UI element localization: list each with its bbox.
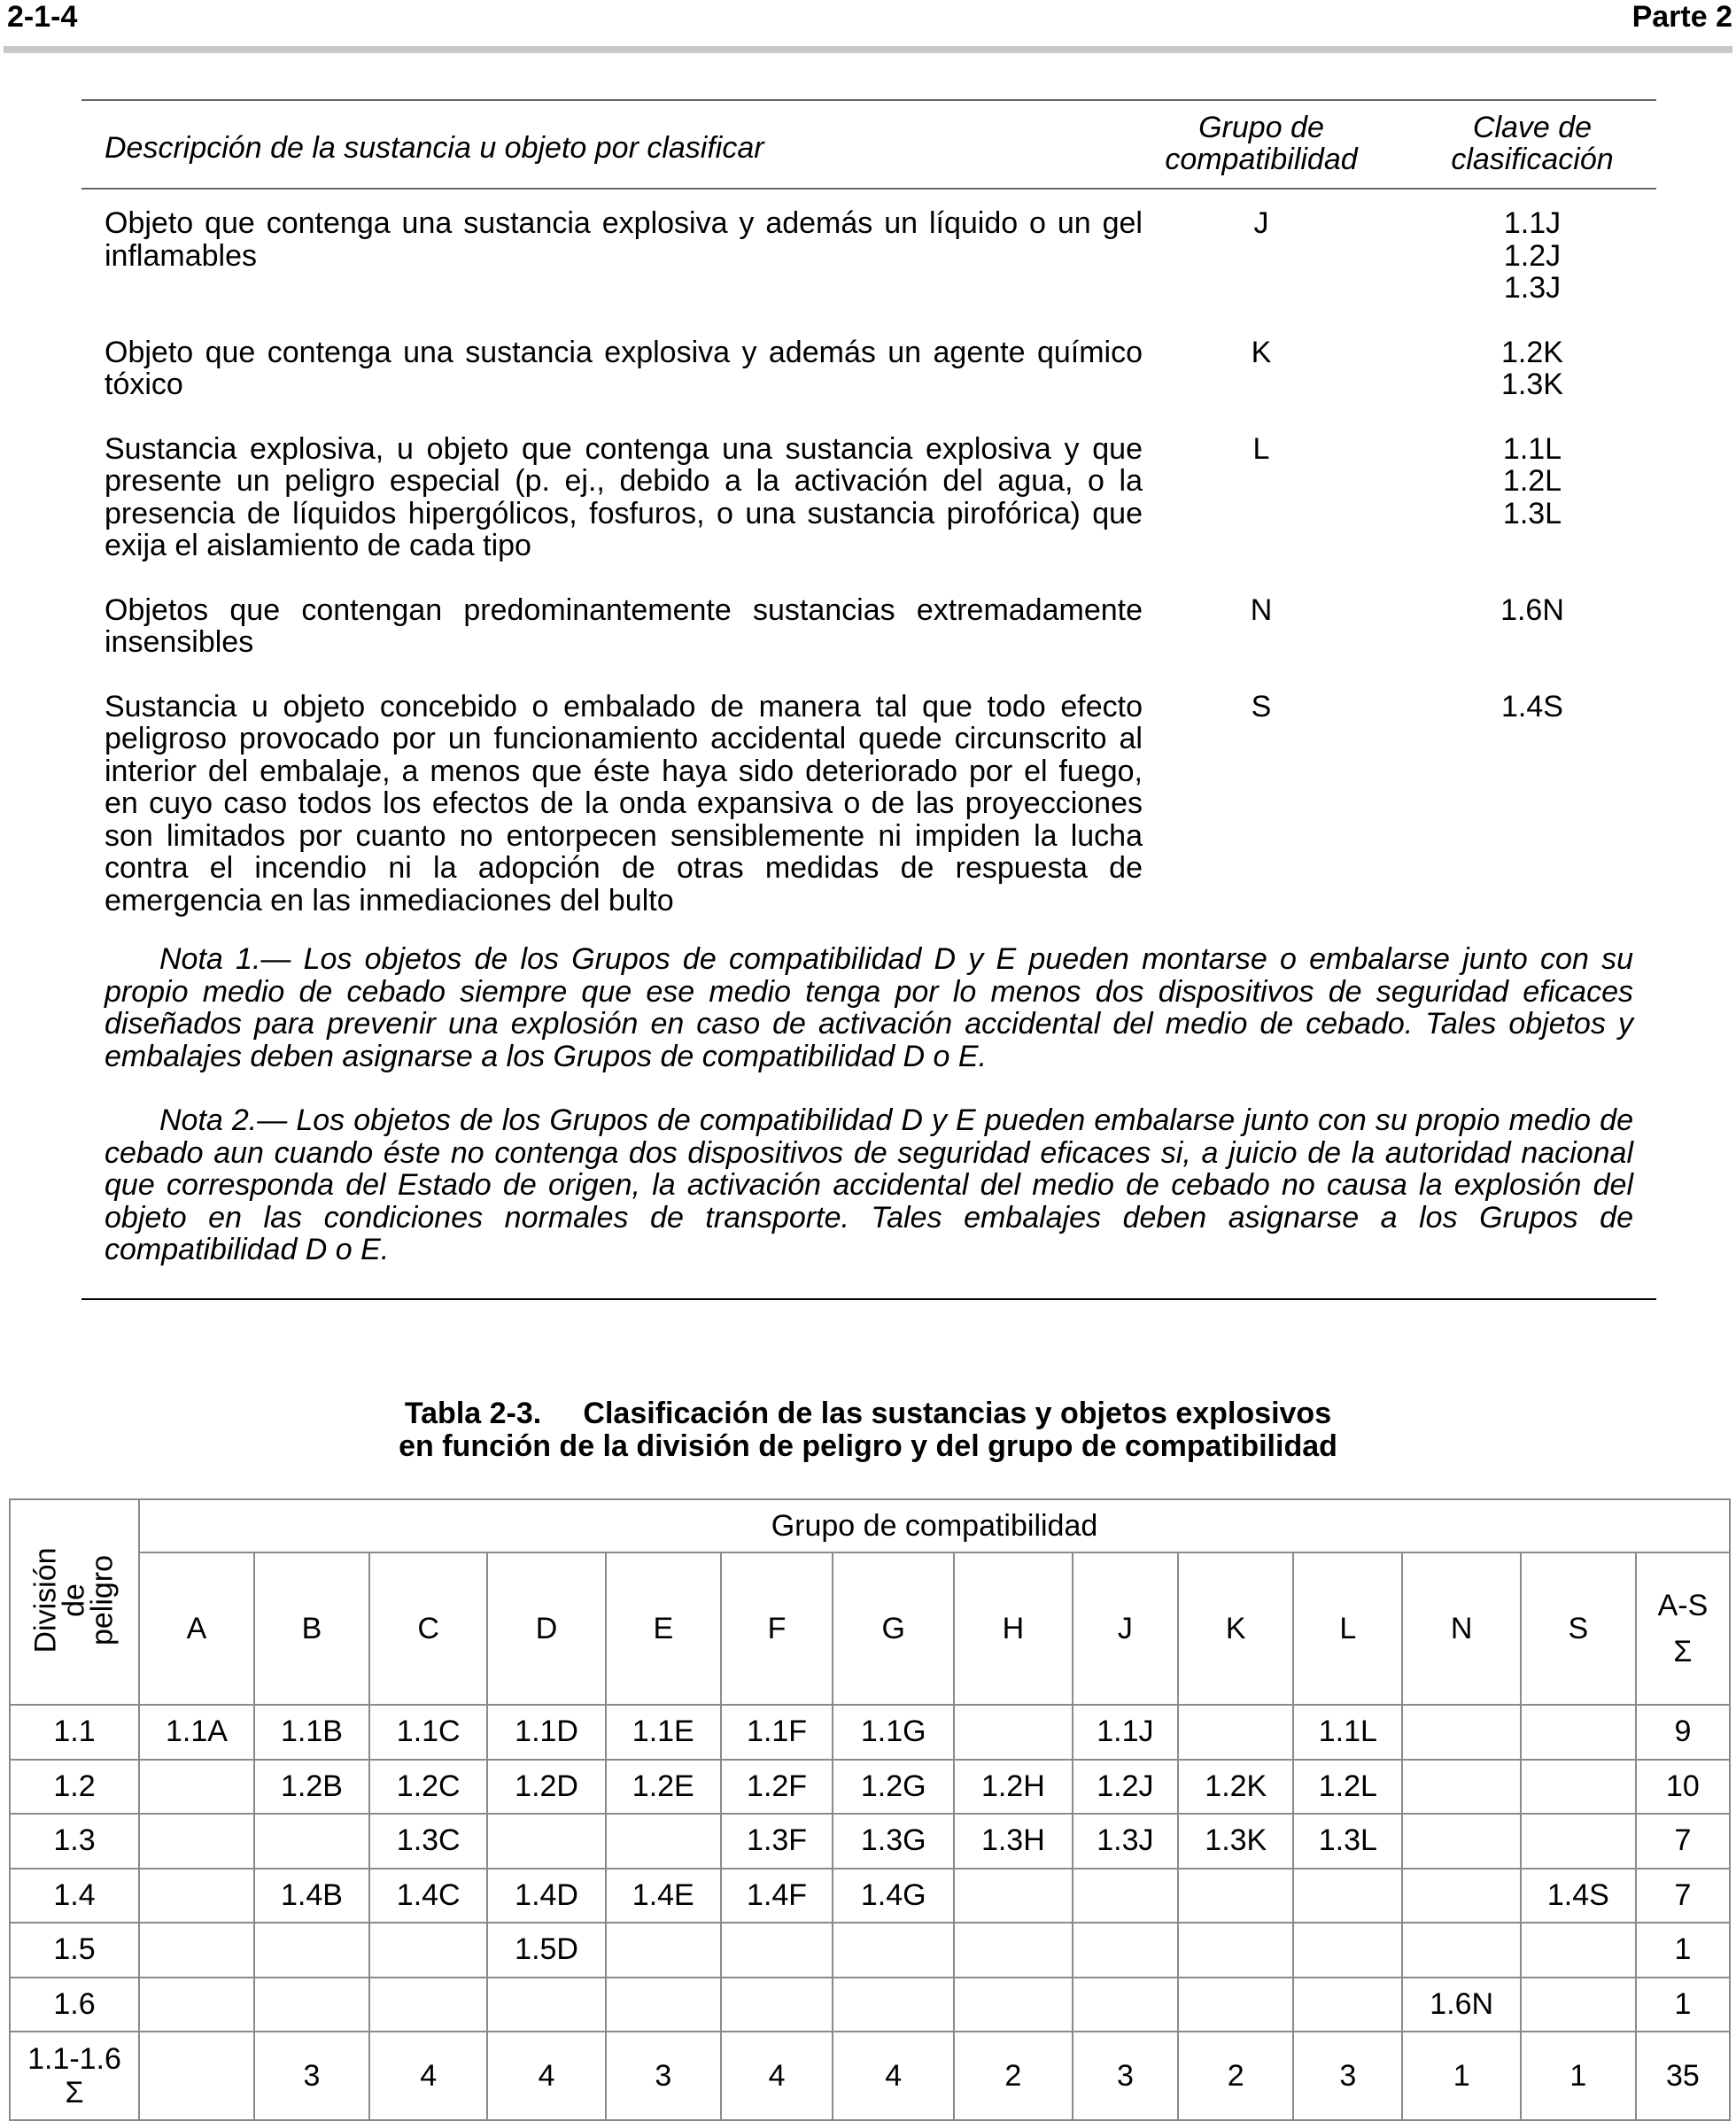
division-cell: 1.4	[10, 1869, 139, 1924]
table-caption	[0, 1397, 1736, 1462]
row-sum-cell: 7	[1636, 1869, 1730, 1924]
column-header-h: H	[954, 1552, 1072, 1705]
column-header-a: A	[139, 1552, 254, 1705]
classification-cell: 1.4S	[1521, 1869, 1636, 1924]
classification-cell	[139, 1869, 254, 1924]
division-cell: 1.2	[10, 1760, 139, 1815]
table-row	[81, 433, 1656, 562]
classification-cell: 1.3G	[833, 1814, 954, 1869]
division-header-cell	[10, 1499, 139, 1705]
column-sum-cell: 4	[721, 2032, 833, 2120]
division-cell: 1.1	[10, 1705, 139, 1760]
row-sum-cell: 7	[1636, 1814, 1730, 1869]
page-header	[0, 0, 1736, 55]
row-codes: 1.1J 1.2J 1.3J	[1503, 206, 1562, 305]
table-bottom-rule	[81, 1298, 1656, 1300]
table-row	[10, 1760, 1730, 1815]
table-row	[10, 1978, 1730, 2032]
row-description: Sustancia u objeto concebido o embalado de manera tal que todo efecto peligroso provocado por un funcionamiento accidental quede circunscrito al interior del embalaje, a menos que éste haya sido deteriorado por el fuego, en cuyo caso todos los efectos de la onda expansiva o de las proyecciones son limitados por cuanto no entorpecen sensiblemente ni impiden la lucha contra el incendio ni la adopción de otras medidas de respuesta de emergencia en las inmediaciones del bulto	[105, 689, 1143, 917]
table-row	[81, 207, 1656, 305]
classification-cell: 1.1L	[1293, 1705, 1402, 1760]
classification-cell: 1.1A	[139, 1705, 254, 1760]
column-sum-cell	[139, 2032, 254, 2120]
division-cell: 1.3	[10, 1814, 139, 1869]
row-group: N	[1250, 592, 1273, 627]
classification-cell	[833, 1978, 954, 2032]
division-cell: 1.6	[10, 1978, 139, 2032]
table-row	[10, 1869, 1730, 1924]
column-sum-cell: 3	[606, 2032, 721, 2120]
classification-cell	[606, 1814, 721, 1869]
classification-cell: 1.3H	[954, 1814, 1072, 1869]
table-row	[81, 337, 1656, 401]
classification-cell: 1.4B	[254, 1869, 369, 1924]
classification-cell	[1293, 1978, 1402, 2032]
group-header-row	[10, 1499, 1730, 1552]
column-sum-cell: 3	[1293, 2032, 1402, 2120]
classification-cell	[487, 1814, 605, 1869]
group-header-line1: Grupo de	[1198, 111, 1324, 144]
column-sum-cell: 4	[833, 2032, 954, 2120]
classification-cell	[369, 1978, 487, 2032]
sum-row	[10, 2032, 1730, 2120]
classification-cell: 1.4D	[487, 1869, 605, 1924]
column-sum-cell: 1	[1402, 2032, 1520, 2120]
classification-cell	[1402, 1923, 1520, 1978]
row-group: S	[1251, 689, 1272, 724]
classification-cell: 1.4G	[833, 1869, 954, 1924]
classification-cell	[1178, 1705, 1293, 1760]
classification-table	[9, 1498, 1731, 2121]
column-header-l: L	[1293, 1552, 1402, 1705]
classification-cell: 1.1G	[833, 1705, 954, 1760]
classification-cell	[1521, 1923, 1636, 1978]
classification-cell: 1.1E	[606, 1705, 721, 1760]
note-1: Nota 1.— Los objetos de los Grupos de compatibilidad D y E pueden montarse o embalarse junto con su propio medio de cebado siempre que ese medio tenga por lo menos dos dispositivos de seguridad eficaces diseñados para prevenir una explosión en caso de activación accidental del medio de cebado. Tales objetos y embalajes deben asignarse a los Grupos de compatibilidad D o E.	[105, 942, 1633, 1073]
column-header-n: N	[1402, 1552, 1520, 1705]
classification-cell: 1.3K	[1178, 1814, 1293, 1869]
classification-cell	[1178, 1869, 1293, 1924]
row-sum-cell: 9	[1636, 1705, 1730, 1760]
classification-cell: 1.2F	[721, 1760, 833, 1815]
table-row	[10, 1923, 1730, 1978]
code-header-line1: Clave de	[1472, 111, 1593, 144]
classification-cell	[954, 1869, 1072, 1924]
classification-cell: 1.3C	[369, 1814, 487, 1869]
column-sum-cell: 3	[254, 2032, 369, 2120]
table-notes	[81, 943, 1656, 1266]
caption-line2: en función de la división de peligro y del grupo de compatibilidad	[399, 1428, 1337, 1463]
column-sum-cell: 3	[1073, 2032, 1179, 2120]
table-body	[81, 190, 1656, 917]
classification-cell	[954, 1923, 1072, 1978]
sum-row-label-line1: 1.1-1.6	[27, 2042, 121, 2076]
row-sum-cell: 1	[1636, 1978, 1730, 2032]
row-sum-cell: 1	[1636, 1923, 1730, 1978]
classification-cell: 1.2G	[833, 1760, 954, 1815]
classification-cell: 1.4C	[369, 1869, 487, 1924]
column-sum-cell: 2	[954, 2032, 1072, 2120]
row-group: K	[1251, 335, 1272, 369]
classification-cell: 1.1F	[721, 1705, 833, 1760]
column-sum-cell: 2	[1178, 2032, 1293, 2120]
classification-cell	[1293, 1923, 1402, 1978]
sum-header-stack	[1637, 1589, 1729, 1668]
classification-cell	[606, 1923, 721, 1978]
description-column-header: Descripción de la sustancia u objeto por clasificar	[105, 131, 764, 165]
classification-cell: 1.3L	[1293, 1814, 1402, 1869]
division-header-label	[28, 1547, 120, 1653]
classification-cell: 1.3F	[721, 1814, 833, 1869]
classification-cell	[1178, 1923, 1293, 1978]
classification-cell: 1.2C	[369, 1760, 487, 1815]
classification-cell	[954, 1705, 1072, 1760]
sum-row-label-line2: Σ	[65, 2076, 84, 2109]
classification-cell	[1073, 1978, 1179, 2032]
classification-cell	[1521, 1978, 1636, 2032]
column-sum-cell: 1	[1521, 2032, 1636, 2120]
classification-cell	[254, 1923, 369, 1978]
classification-cell: 1.2B	[254, 1760, 369, 1815]
classification-cell	[1402, 1760, 1520, 1815]
column-sum-cell: 4	[487, 2032, 605, 2120]
classification-cell	[1293, 1869, 1402, 1924]
column-header-row	[10, 1552, 1730, 1705]
column-header-k: K	[1178, 1552, 1293, 1705]
classification-cell	[954, 1978, 1072, 2032]
section-number: 2-1-4	[7, 0, 78, 34]
classification-cell: 1.1B	[254, 1705, 369, 1760]
classification-cell: 1.4E	[606, 1869, 721, 1924]
column-sum-cell: 4	[369, 2032, 487, 2120]
classification-cell	[254, 1978, 369, 2032]
classification-cell	[833, 1923, 954, 1978]
classification-cell: 1.2J	[1073, 1760, 1179, 1815]
table-row	[81, 594, 1656, 659]
classification-cell	[1402, 1705, 1520, 1760]
table-row	[81, 691, 1656, 917]
row-codes: 1.4S	[1501, 689, 1563, 724]
code-column-header	[1415, 112, 1649, 175]
classification-cell	[721, 1978, 833, 2032]
row-codes: 1.1L 1.2L 1.3L	[1502, 431, 1562, 530]
classification-cell: 1.5D	[487, 1923, 605, 1978]
classification-cell	[1521, 1705, 1636, 1760]
code-header-line2: clasificación	[1451, 143, 1614, 176]
column-header-d: D	[487, 1552, 605, 1705]
table-row	[10, 1814, 1730, 1869]
group-column-header	[1144, 112, 1378, 175]
classification-cell	[1073, 1869, 1179, 1924]
division-header-line1: División	[28, 1547, 63, 1653]
part-label: Parte 2	[1631, 0, 1732, 34]
classification-cell: 1.4F	[721, 1869, 833, 1924]
row-group: J	[1253, 206, 1269, 240]
table-header	[81, 101, 1656, 188]
caption-line1: Tabla 2-3. Clasificación de las sustancias y objetos explosivos	[404, 1397, 1332, 1430]
classification-cell: 1.1C	[369, 1705, 487, 1760]
sum-header-line2: Σ	[1673, 1635, 1693, 1668]
column-header-s: S	[1521, 1552, 1636, 1705]
classification-cell	[1178, 1978, 1293, 2032]
classification-cell	[139, 1978, 254, 2032]
column-header-g: G	[833, 1552, 954, 1705]
classification-cell	[1073, 1923, 1179, 1978]
classification-cell: 1.6N	[1402, 1978, 1520, 2032]
classification-table-body	[10, 1705, 1730, 2120]
classification-cell: 1.3J	[1073, 1814, 1179, 1869]
classification-cell	[139, 1760, 254, 1815]
classification-cell	[139, 1814, 254, 1869]
division-cell: 1.5	[10, 1923, 139, 1978]
classification-cell: 1.1D	[487, 1705, 605, 1760]
note-2: Nota 2.— Los objetos de los Grupos de compatibilidad D y E pueden embalarse junto con su propio medio de cebado aun cuando éste no contenga dos dispositivos de seguridad eficaces si, a juicio de la autoridad nacional que corresponda del Estado de origen, la activación accidental del medio de cebado no causa la explosión del objeto en las condiciones normales de transporte. Tales embalajes deben asignarse a los Grupos de compatibilidad D o E.	[105, 1103, 1633, 1266]
column-header-f: F	[721, 1552, 833, 1705]
sum-header-line1: A-S	[1657, 1589, 1709, 1622]
row-description: Sustancia explosiva, u objeto que contenga una sustancia explosiva y que presente un peligro especial (p. ej., debido a la activación del agua, o la presencia de líquidos hipergólicos, fosfuros, o una sustancia pirofórica) que exija el aislamiento de cada tipo	[105, 431, 1143, 562]
group-header-cell: Grupo de compatibilidad	[139, 1499, 1730, 1552]
column-header-e: E	[606, 1552, 721, 1705]
column-header-j: J	[1073, 1552, 1179, 1705]
row-description: Objeto que contenga una sustancia explosiva y además un agente químico tóxico	[105, 335, 1143, 401]
row-description: Objetos que contengan predominantemente sustancias extremadamente insensibles	[105, 592, 1143, 659]
grand-total-cell: 35	[1636, 2032, 1730, 2120]
classification-cell: 1.2D	[487, 1760, 605, 1815]
sum-row-label	[10, 2032, 139, 2120]
classification-cell	[1402, 1814, 1520, 1869]
classification-cell: 1.2K	[1178, 1760, 1293, 1815]
group-header-line2: compatibilidad	[1165, 143, 1358, 176]
classification-cell: 1.2E	[606, 1760, 721, 1815]
row-codes: 1.6N	[1500, 592, 1564, 627]
classification-cell: 1.2H	[954, 1760, 1072, 1815]
row-description: Objeto que contenga una sustancia explosiva y además un líquido o un gel inflamables	[105, 206, 1143, 273]
row-codes: 1.2K 1.3K	[1501, 335, 1563, 401]
division-header-line2: de	[57, 1583, 91, 1617]
classification-cell	[1402, 1869, 1520, 1924]
header-rule	[4, 46, 1732, 53]
table-row	[10, 1705, 1730, 1760]
row-group: L	[1252, 431, 1270, 466]
row-sum-cell: 10	[1636, 1760, 1730, 1815]
division-header-line3: peligro	[85, 1554, 120, 1646]
classification-cell	[721, 1923, 833, 1978]
compatibility-group-table	[81, 99, 1656, 1300]
classification-cell: 1.2L	[1293, 1760, 1402, 1815]
classification-cell	[487, 1978, 605, 2032]
classification-cell	[254, 1814, 369, 1869]
sum-column-header	[1636, 1552, 1730, 1705]
sum-row-label-stack	[11, 2042, 138, 2109]
classification-cell	[369, 1923, 487, 1978]
classification-cell	[139, 1923, 254, 1978]
column-header-b: B	[254, 1552, 369, 1705]
classification-cell	[1521, 1814, 1636, 1869]
classification-cell: 1.1J	[1073, 1705, 1179, 1760]
classification-cell	[606, 1978, 721, 2032]
column-header-c: C	[369, 1552, 487, 1705]
classification-cell	[1521, 1760, 1636, 1815]
